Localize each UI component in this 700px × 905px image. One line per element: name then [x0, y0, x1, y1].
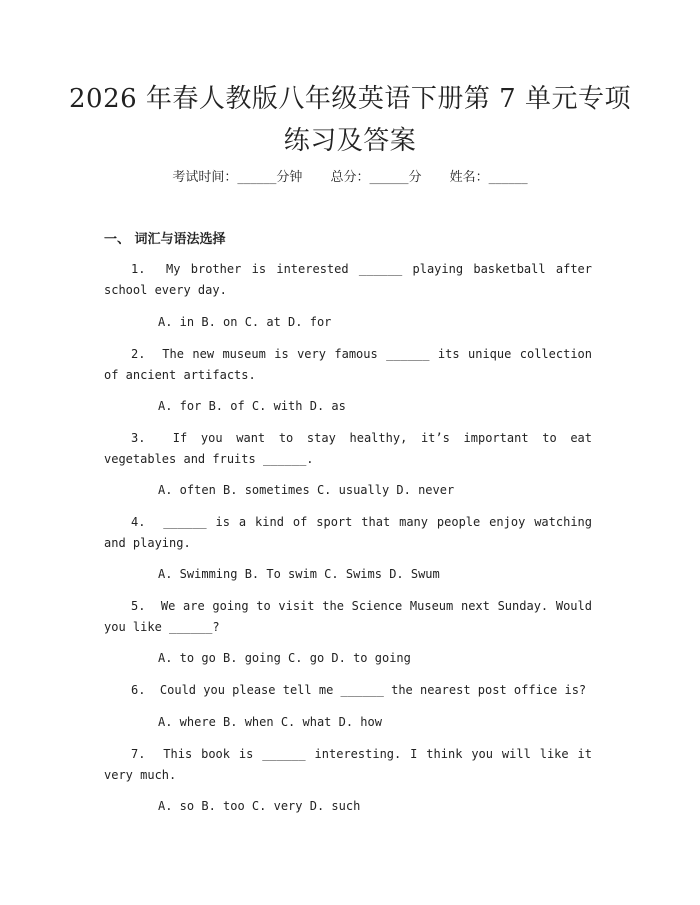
question-text: ______ is a kind of sport that many people enjoy watching and playing.: [104, 515, 593, 550]
question-text: Could you please tell me ______ the nearest post office is?: [159, 683, 587, 697]
question-number: 6.: [131, 683, 146, 697]
question-text: We are going to visit the Science Museum next Sunday. Would you like ______?: [104, 599, 592, 634]
document-title: 2026 年春人教版八年级英语下册第 7 单元专项练习及答案: [68, 84, 631, 156]
question-7-options: A. so B. too C. very D. such: [158, 799, 361, 813]
question-text: If you want to stay healthy, it’s important to eat vegetables and fruits ______.: [104, 431, 593, 466]
question-3: [104, 428, 592, 470]
question-text: My brother is interested ______ playing basketball after school every day.: [104, 262, 593, 297]
exam-time: 考试时间：______分钟: [172, 170, 303, 185]
question-text: The new museum is very famous ______ its unique collection of ancient artifacts.: [104, 347, 592, 382]
question-2: [104, 344, 592, 386]
question-6-options: A. where B. when C. what D. how: [158, 715, 382, 729]
question-number: 5.: [131, 599, 146, 613]
question-number: 4.: [131, 515, 146, 529]
question-number: 2.: [131, 347, 146, 361]
question-3-options: A. often B. sometimes C. usually D. never: [158, 483, 455, 497]
question-7: [104, 744, 592, 786]
question-2-options: A. for B. of C. with D. as: [158, 399, 346, 413]
question-6: [104, 680, 592, 701]
question-text: This book is ______ interesting. I think you will like it very much.: [104, 747, 593, 782]
question-number: 1.: [131, 262, 146, 276]
section-heading: 一、 词汇与语法选择: [104, 232, 226, 247]
question-number: 3.: [131, 431, 146, 445]
question-5: [104, 596, 592, 638]
question-4-options: A. Swimming B. To swim C. Swims D. Swum: [158, 567, 440, 581]
exam-meta: [0, 168, 700, 188]
question-1: [104, 259, 592, 301]
question-5-options: A. to go B. going C. go D. to going: [158, 651, 411, 665]
question-1-options: A. in B. on C. at D. for: [158, 315, 332, 329]
student-name: 姓名：______: [449, 170, 528, 185]
question-4: [104, 512, 592, 554]
question-number: 7.: [131, 747, 146, 761]
exam-total-score: 总分：______分: [330, 170, 422, 185]
